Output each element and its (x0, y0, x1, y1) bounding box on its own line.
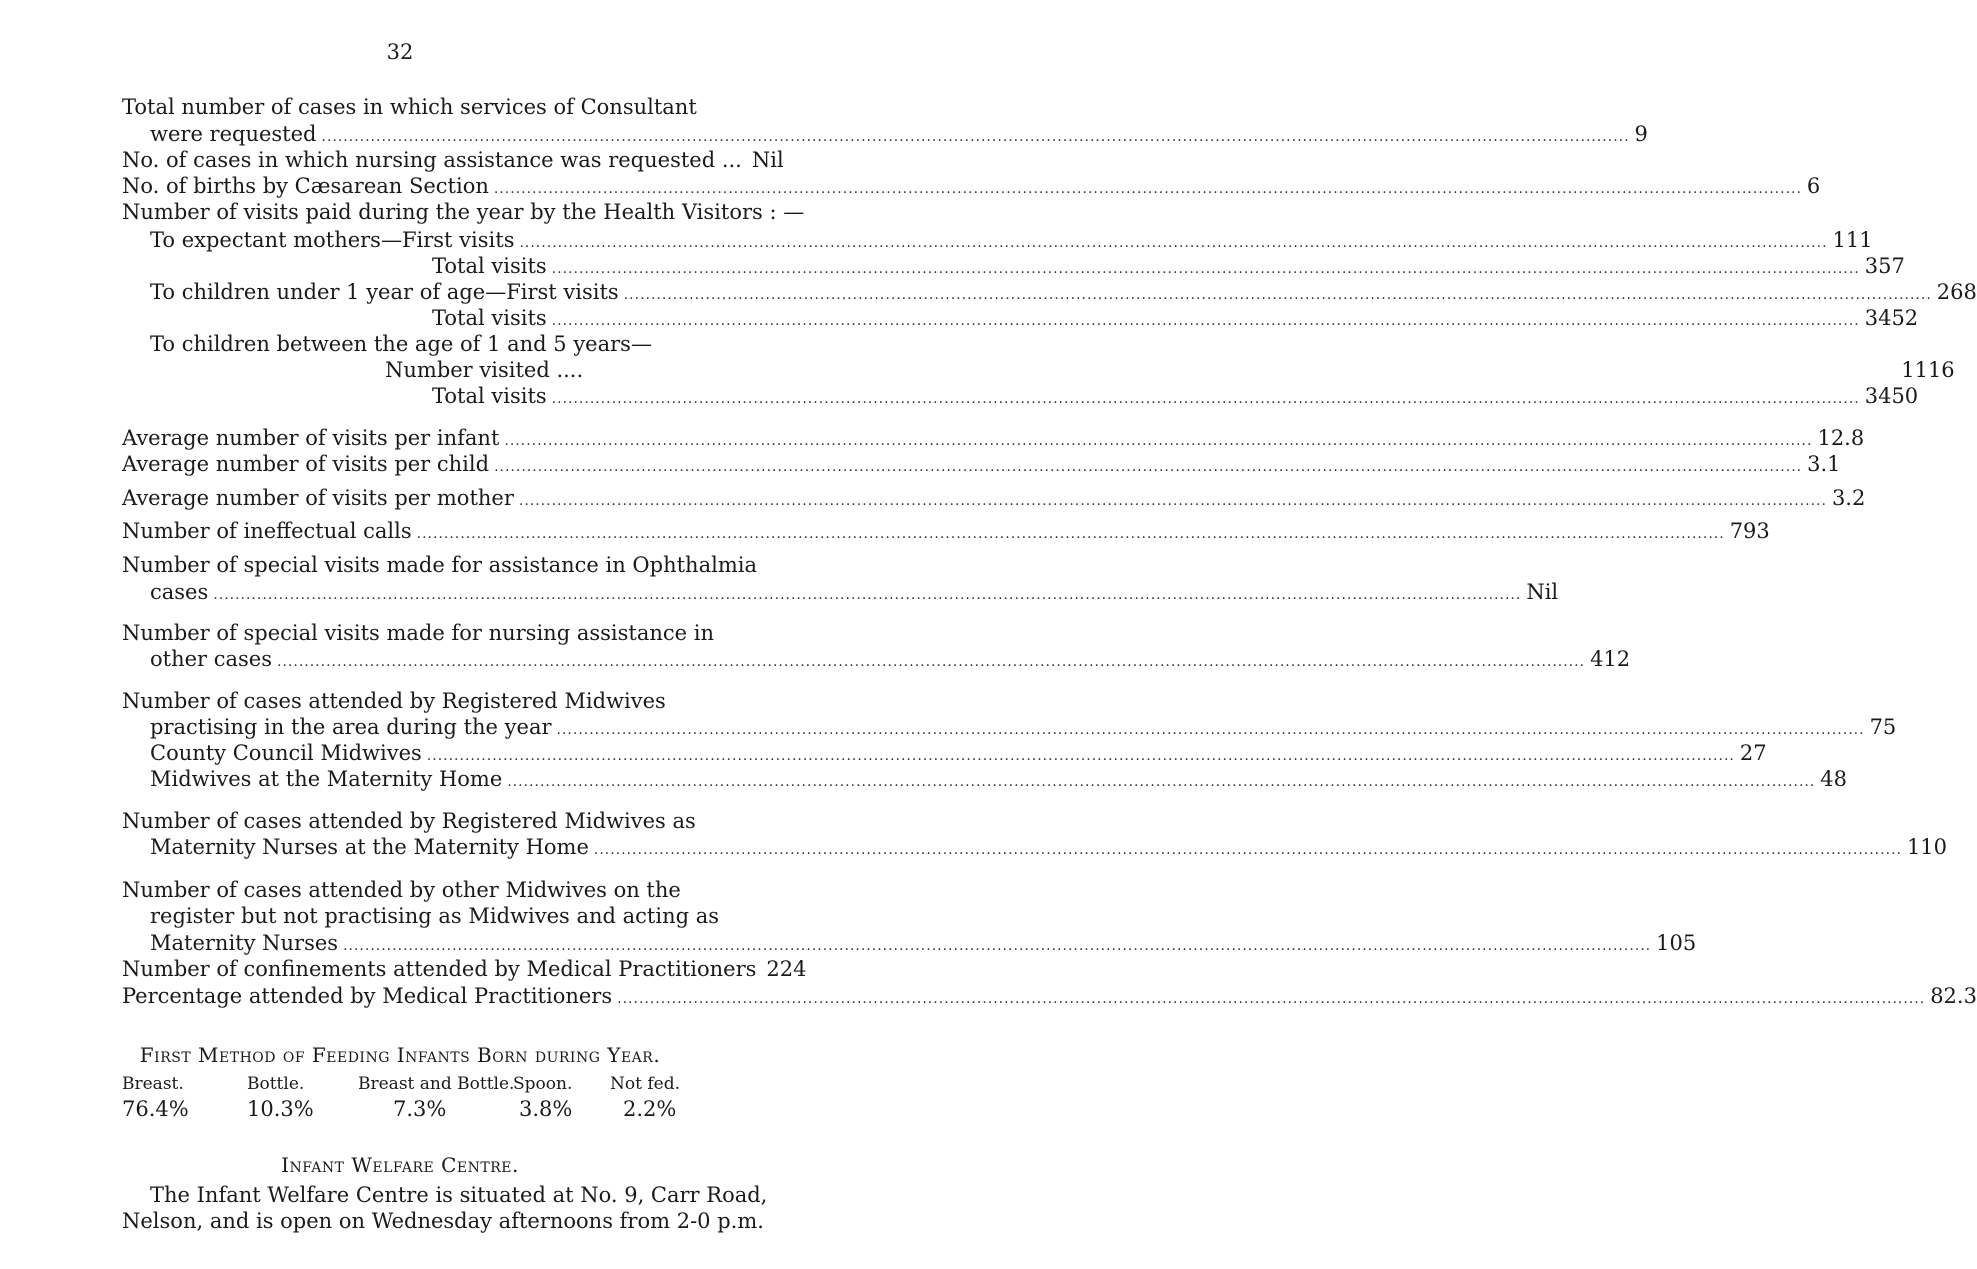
row-label: Percentage attended by Medical Practitioners (122, 984, 613, 1008)
row-label: Maternity Nurses (150, 931, 339, 955)
row-label: Maternity Nurses at the Maternity Home (150, 835, 589, 859)
row-label: Average number of visits per mother (122, 486, 514, 510)
expectant-total-row (432, 253, 1905, 282)
row-value: 105 (1656, 931, 1697, 955)
row-value: Nil (1526, 580, 1559, 604)
row-label: practising in the area during the year (150, 715, 552, 739)
row-value: 224 (766, 957, 807, 981)
leader-dots (507, 769, 1815, 795)
expectant-first-row (150, 227, 1873, 256)
row-value: 3.1 (1807, 452, 1841, 476)
leader-dots (417, 521, 1725, 547)
row-value: 1116 (1901, 358, 1955, 382)
ophthalmia-row (150, 579, 1559, 608)
row-value: 9 (1634, 122, 1648, 146)
leader-dots (552, 256, 1860, 282)
feeding-val-breast-bottle: 7.3% (393, 1097, 447, 1121)
row-label: To expectant mothers—First visits (150, 228, 515, 252)
leader-dots (594, 837, 1902, 863)
page-number: 32 (386, 40, 414, 64)
leader-dots (519, 230, 1827, 256)
between-ages-line: To children between the age of 1 and 5 years— (150, 332, 652, 356)
feeding-col-not-fed: Not fed. (610, 1074, 680, 1094)
feeding-val-spoon: 3.8% (519, 1097, 573, 1121)
row-label: cases (150, 580, 209, 604)
leader-dots (617, 986, 1925, 1012)
consultant-line-1: Total number of cases in which services of Consultant (122, 95, 697, 119)
other-midwives-line-2: register but not practising as Midwives and acting as (150, 904, 720, 928)
avg-child-row (122, 451, 1841, 480)
row-label: Average number of visits per child (122, 452, 490, 476)
registered-midwives-line-1: Number of cases attended by Registered Midwives (122, 689, 666, 713)
row-label: Total visits (432, 384, 547, 408)
row-value: 82.3 (1930, 984, 1977, 1008)
between-total-row (432, 383, 1919, 412)
row-value: 793 (1729, 519, 1770, 543)
row-value: 3452 (1864, 306, 1919, 330)
row-value: 48 (1820, 767, 1848, 791)
leader-dots (552, 386, 1860, 412)
row-value: 75 (1869, 715, 1897, 739)
welfare-line-2: Nelson, and is open on Wednesday afternoons from 2-0 p.m. (122, 1209, 764, 1233)
welfare-line-1: The Infant Welfare Centre is situated at No. 9, Carr Road, (150, 1183, 768, 1207)
row-label: No. of births by Cæsarean Section (122, 174, 489, 198)
confinements-row (122, 956, 807, 985)
leader-dots (494, 454, 1802, 480)
leader-dots (519, 488, 1827, 514)
welfare-heading: Infant Welfare Centre. (281, 1153, 519, 1177)
special-visits-line-1: Number of special visits made for nursing assistance in (122, 621, 714, 645)
leader-dots (213, 582, 1521, 608)
maternity-home-row (150, 766, 1848, 795)
ineffectual-row (122, 518, 1770, 547)
percentage-row (122, 983, 1977, 1012)
row-value: 12.8 (1817, 426, 1865, 450)
feeding-val-not-fed: 2.2% (623, 1097, 677, 1121)
row-label: Average number of visits per infant (122, 426, 500, 450)
other-midwives-line-1: Number of cases attended by other Midwives on the (122, 878, 681, 902)
leader-dots (552, 308, 1860, 334)
leader-dots (557, 717, 1865, 743)
row-value: 412 (1590, 647, 1631, 671)
special-visits-row (150, 646, 1631, 675)
row-value: 111 (1832, 228, 1873, 252)
row-label: Total visits (432, 254, 547, 278)
leader-dots (624, 282, 1932, 308)
row-value: 3450 (1864, 384, 1919, 408)
registered-midwives-row (150, 714, 1897, 743)
feeding-val-bottle: 10.3% (247, 1097, 314, 1121)
county-council-row (150, 740, 1767, 769)
row-label: Number of ineffectual calls (122, 519, 412, 543)
row-label: other cases (150, 647, 273, 671)
visits-header: Number of visits paid during the year by the Health Visitors : — (122, 200, 805, 224)
nursing-requested-row (122, 147, 784, 176)
row-value: 110 (1906, 835, 1948, 859)
feeding-val-breast: 76.4% (122, 1097, 189, 1121)
child-total-row (432, 305, 1919, 334)
row-label: To children under 1 year of age—First visits (150, 280, 619, 304)
consultant-row (150, 121, 1648, 150)
row-value: Nil (751, 148, 784, 172)
feeding-heading: First Method of Feeding Infants Born during Year. (139, 1043, 661, 1067)
row-value: 3.2 (1831, 486, 1866, 510)
row-label: Number visited .... (385, 358, 584, 382)
row-label: Number of confinements attended by Medical Practitioners (122, 957, 757, 981)
row-value: 357 (1864, 254, 1905, 278)
feeding-col-breast: Breast. (122, 1074, 184, 1094)
feeding-col-breast-bottle: Breast and Bottle. (358, 1074, 515, 1094)
row-label: Total visits (432, 306, 547, 330)
maternity-nurses-line-1: Number of cases attended by Registered Midwives as (122, 809, 696, 833)
avg-infant-row (122, 425, 1865, 454)
row-value: 27 (1739, 741, 1767, 765)
ophthalmia-line-1: Number of special visits made for assistance in Ophthalmia (122, 553, 757, 577)
number-visited-row (385, 357, 1955, 386)
caesarean-row (122, 173, 1821, 202)
feeding-col-spoon: Spoon. (513, 1074, 573, 1094)
maternity-nurses-row (150, 834, 1948, 863)
other-midwives-row (150, 930, 1697, 959)
row-value: 268 (1936, 280, 1977, 304)
row-label: were requested (150, 122, 317, 146)
row-label: No. of cases in which nursing assistance was requested ... (122, 148, 742, 172)
avg-mother-row (122, 485, 1866, 514)
child-first-row (150, 279, 1977, 308)
leader-dots (427, 743, 1735, 769)
leader-dots (504, 428, 1812, 454)
row-label: County Council Midwives (150, 741, 422, 765)
feeding-col-bottle: Bottle. (247, 1074, 305, 1094)
leader-dots (277, 649, 1585, 675)
row-label: Midwives at the Maternity Home (150, 767, 503, 791)
row-value: 6 (1806, 174, 1821, 198)
